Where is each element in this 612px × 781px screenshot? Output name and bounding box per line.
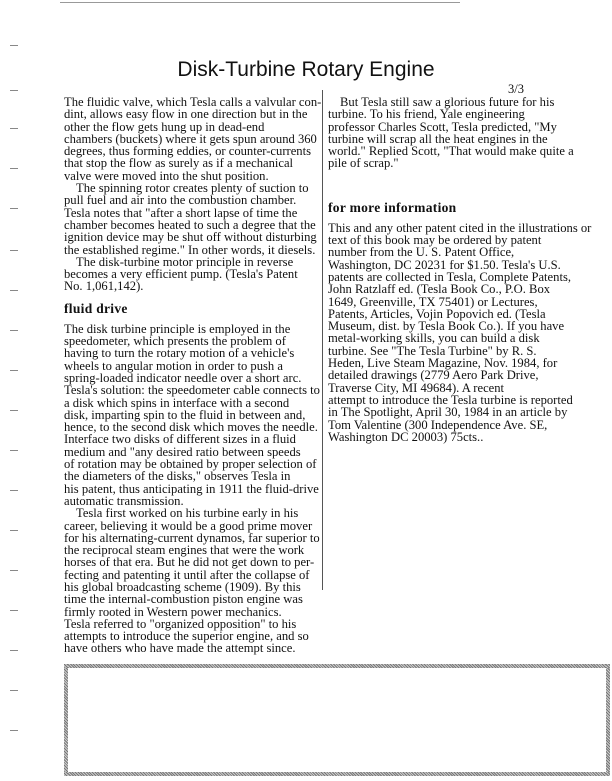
- text-line: detailed drawings (2779 Aero Park Drive,: [328, 368, 539, 383]
- text-line: Patents, Articles, Vojin Popovich ed. (Tesla: [328, 306, 546, 321]
- text-line: Tesla first worked on his turbine early in his: [76, 506, 299, 521]
- margin-mark: [10, 690, 18, 691]
- text-line: that stop the flow as surely as if a mechanical: [64, 156, 294, 171]
- text-line: turbine will scrap all the heat engines in the: [328, 131, 548, 146]
- text-line: speedometer, which presents the problem of: [64, 334, 286, 349]
- text-line: Interface two disks of different sizes in a fluid: [64, 432, 296, 447]
- paragraph: [64, 323, 334, 507]
- paragraph: [328, 96, 608, 170]
- text-line: The disk-turbine motor principle in reverse: [76, 254, 294, 269]
- margin-mark: [10, 330, 18, 331]
- text-line: firmly rooted in Western power mechanics.: [64, 604, 282, 619]
- text-line: other the flow gets hung up in dead-end: [64, 119, 265, 134]
- text-line: turbine. See "The Tesla Turbine" by R. S.: [328, 343, 537, 358]
- text-line: for his alternating-current dynamos, far superior to: [64, 530, 320, 545]
- text-line: No. 1,061,142).: [64, 279, 144, 294]
- margin-mark: [10, 290, 18, 291]
- text-line: patents are collected in Tesla, Complete Patents,: [328, 269, 571, 284]
- text-line: Heden, Live Steam Magazine, Nov. 1984, for: [328, 356, 558, 371]
- top-rule: [60, 2, 460, 3]
- text-line: a disk which spins in interface with a second: [64, 395, 290, 410]
- margin-mark: [10, 128, 18, 129]
- margin-mark: [10, 610, 18, 611]
- text-line: number from the U. S. Patent Office,: [328, 245, 515, 260]
- text-line: fecting and patenting it until after the collapse of: [64, 567, 310, 582]
- page-number: 3/3: [508, 82, 524, 96]
- margin-mark: [10, 650, 18, 651]
- text-line: chamber becomes heated to such a degree that the: [64, 217, 316, 232]
- page-title: Disk-Turbine Rotary Engine: [177, 58, 435, 81]
- margin-mark: [10, 45, 18, 46]
- paragraph: [64, 256, 334, 293]
- text-line: valve were moved into the shut position.: [64, 168, 269, 183]
- text-line: automatic transmission.: [64, 493, 184, 508]
- right-column: [328, 96, 608, 443]
- margin-mark: [10, 530, 18, 531]
- text-line: career, believing it would be a good prime mover: [64, 518, 313, 533]
- text-line: attempts to introduce the superior engine, and so: [64, 629, 309, 644]
- text-line: chambers (buckets) where it gets spun around 360: [64, 131, 317, 146]
- text-line: world." Replied Scott, "That would make quite a: [328, 144, 574, 159]
- text-line: metal-working skills, you can build a disk: [328, 331, 540, 346]
- text-line: disk, imparting spin to the fluid in between and,: [64, 407, 306, 422]
- text-line: The disk turbine principle is employed in the: [64, 321, 291, 336]
- text-line: 1649, Greenville, TX 75401) or Lectures,: [328, 294, 538, 309]
- text-line: Tom Valentine (300 Independence Ave. SE,: [328, 417, 548, 432]
- text-line: hence, to the second disk which moves the needle.: [64, 420, 318, 435]
- text-line: Washington, DC 20231 for $1.50. Tesla's U.S.: [328, 257, 561, 272]
- text-line: Traverse City, MI 49684). A recent: [328, 380, 505, 395]
- margin-mark: [10, 410, 18, 411]
- text-line: pile of scrap.": [328, 156, 399, 171]
- left-column: [64, 96, 334, 655]
- text-line: his patent, thus anticipating in 1911 the fluid-drive: [64, 481, 319, 496]
- paragraph: [64, 507, 334, 655]
- text-line: have others who have made the attempt since.: [64, 641, 296, 656]
- text-line: horses of that era. But he did not get down to per-: [64, 555, 315, 570]
- paragraph: [64, 182, 334, 256]
- text-line: text of this book may be ordered by patent: [328, 233, 542, 248]
- text-line: turbine. To his friend, Yale engineering: [328, 107, 525, 122]
- text-line: the diameters of the disks," observes Tesla in: [64, 469, 291, 484]
- text-line: the established regime." In other words, it diesels.: [64, 242, 316, 257]
- text-line: professor Charles Scott, Tesla predicted, "My: [328, 119, 557, 134]
- text-line: John Ratzlaff ed. (Tesla Book Co., P.O. Box: [328, 282, 551, 297]
- bottom-frame: [64, 664, 610, 776]
- text-line: pull fuel and air into the combustion chamber.: [64, 193, 297, 208]
- text-line: This and any other patent cited in the illustrations or: [328, 220, 592, 235]
- text-line: ignition device may be shut off without disturbing: [64, 230, 317, 245]
- margin-mark: [10, 370, 18, 371]
- text-line: The fluidic valve, which Tesla calls a valvular con-: [64, 95, 322, 109]
- text-line: attempt to introduce the Tesla turbine is reported: [328, 392, 573, 407]
- text-line: becomes a very efficient pump. (Tesla's Patent: [64, 267, 298, 282]
- text-line: Washington DC 20003) 75cts..: [328, 429, 484, 444]
- margin-mark: [10, 570, 18, 571]
- text-line: having to turn the rotary motion of a vehicle's: [64, 346, 295, 361]
- text-line: medium and "any desired ratio between speeds: [64, 444, 301, 459]
- text-line: Tesla notes that "after a short lapse of time the: [64, 205, 298, 220]
- section-heading: for more information: [328, 199, 457, 215]
- margin-mark: [10, 90, 18, 91]
- text-line: of rotation may be obtained by proper selection of: [64, 457, 317, 472]
- section-heading: fluid drive: [64, 300, 128, 316]
- text-line: time the internal-combustion piston engine was: [64, 592, 303, 607]
- text-line: Tesla referred to "organized opposition" to his: [64, 616, 297, 631]
- text-line: the reciprocal steam engines that were the work: [64, 543, 305, 558]
- text-line: But Tesla still saw a glorious future for his: [340, 95, 555, 109]
- margin-mark: [10, 168, 18, 169]
- margin-mark: [10, 250, 18, 251]
- text-line: wheels to angular motion in order to push a: [64, 358, 283, 373]
- paragraph: [64, 96, 334, 182]
- text-line: spring-loaded indicator needle over a short arc.: [64, 370, 302, 385]
- text-line: dint, allows easy flow in one direction but in the: [64, 107, 308, 122]
- text-line: Tesla's solution: the speedometer cable connects to: [64, 383, 320, 398]
- text-line: degrees, thus forming eddies, or counter-currents: [64, 144, 311, 159]
- margin-mark: [10, 208, 18, 209]
- text-line: in The Spotlight, April 30, 1984 in an article by: [328, 405, 568, 420]
- margin-mark: [10, 450, 18, 451]
- margin-mark: [10, 730, 18, 731]
- text-line: his global broadcasting scheme (1909). By this: [64, 579, 301, 594]
- text-line: Museum, dist. by Tesla Book Co.). If you have: [328, 319, 565, 334]
- paragraph: [328, 222, 608, 443]
- text-line: The spinning rotor creates plenty of suction to: [76, 181, 309, 196]
- margin-mark: [10, 490, 18, 491]
